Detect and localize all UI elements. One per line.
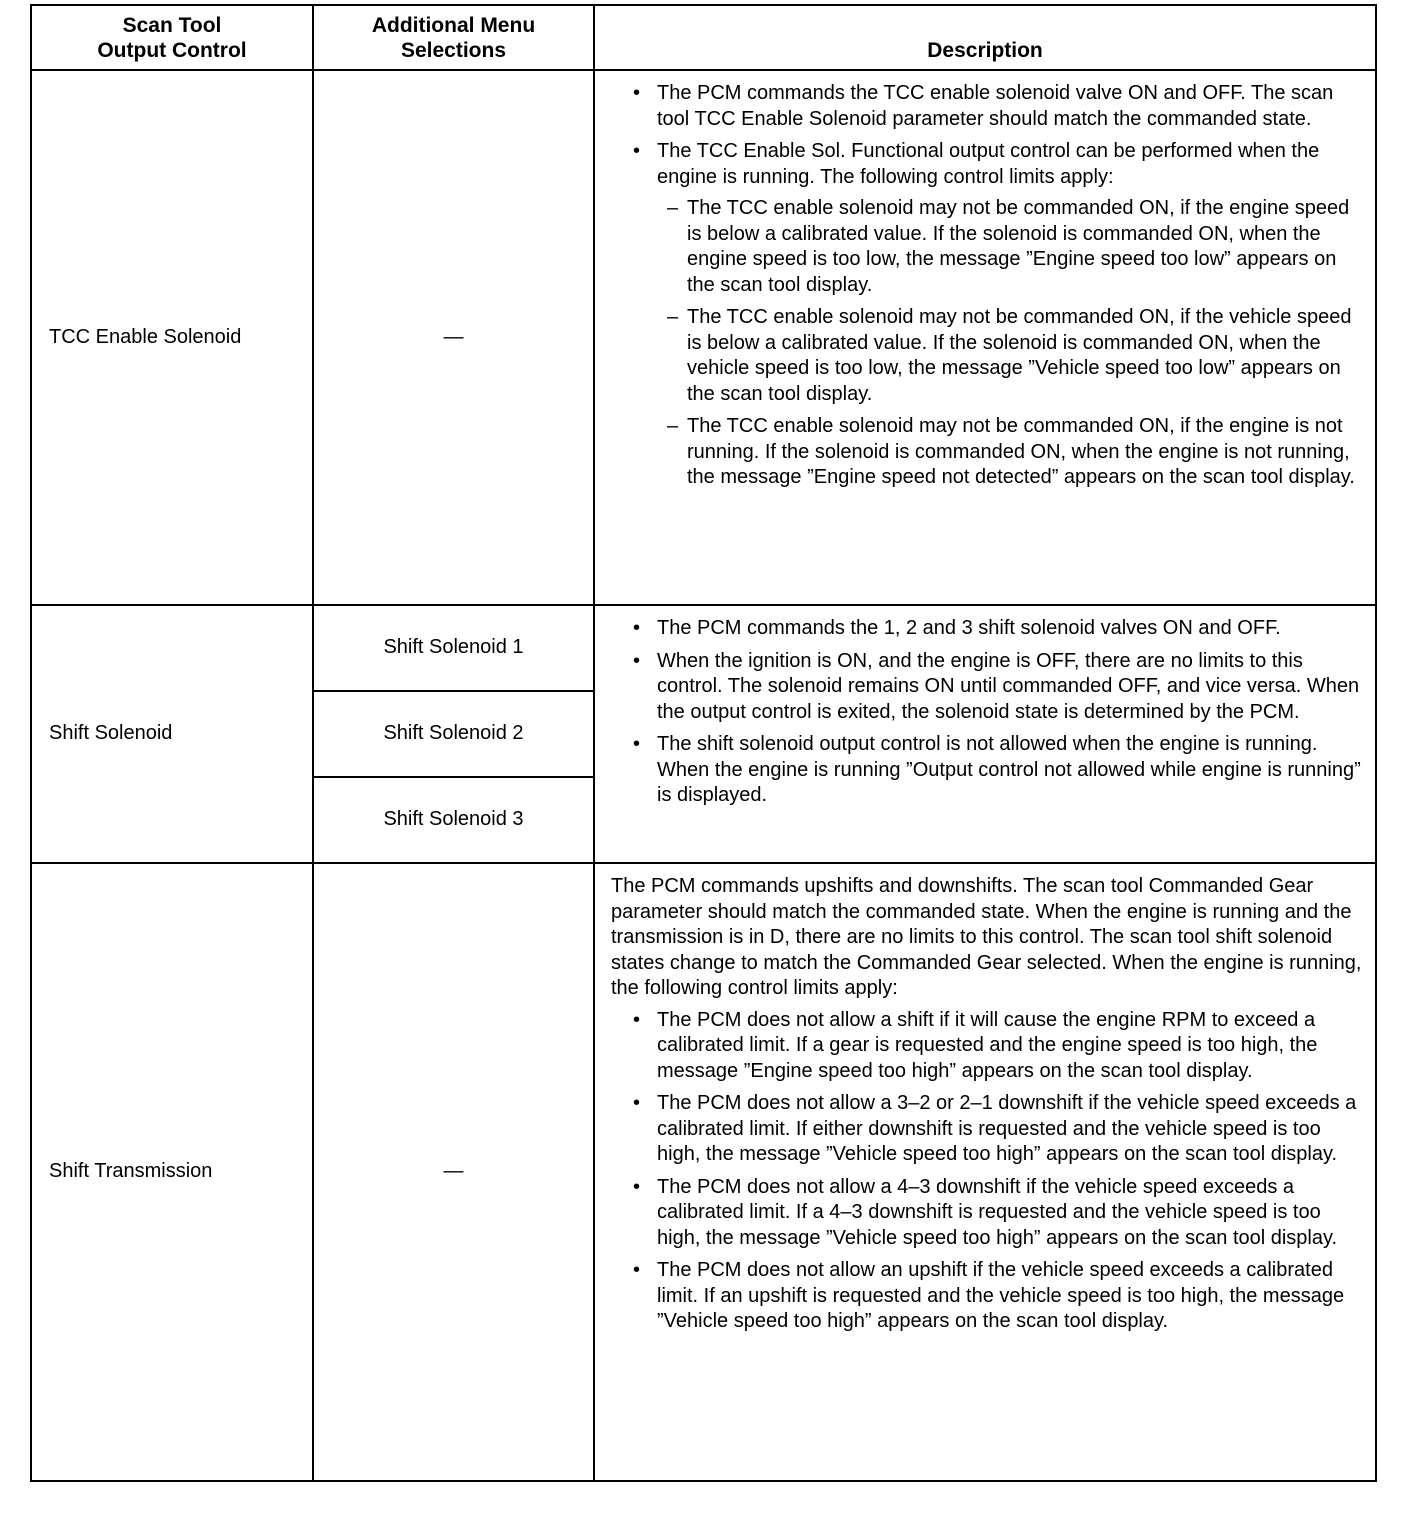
header-scan-tool-output-control: Scan Tool Output Control xyxy=(31,5,313,70)
description-cell xyxy=(594,863,1376,1481)
control-cell: Shift Transmission xyxy=(31,863,313,1481)
list-item: • The PCM does not allow a 3–2 or 2–1 downshift if the vehicle speed exceeds a calibrated limit. If either downshift is requested and the vehicle speed is too high, the message ”Vehicle speed too high” appears on the scan tool display. xyxy=(611,1091,1363,1168)
menu-cell: Shift Solenoid 2 xyxy=(313,691,594,777)
menu-cell: — xyxy=(313,863,594,1481)
table-row-shift-transmission xyxy=(31,863,1376,1481)
list-item: • When the ignition is ON, and the engine is OFF, there are no limits to this control. The solenoid remains ON until commanded OFF, and vice versa. When the output control is exited, the solenoid state is determined by the PCM. xyxy=(611,649,1363,726)
header-additional-menu-selections: Additional Menu Selections xyxy=(313,5,594,70)
header-description: Description xyxy=(594,5,1376,70)
menu-cell: — xyxy=(313,70,594,605)
list-item: • The shift solenoid output control is not allowed when the engine is running. When the engine is running ”Output control not allowed while engine is running” is displayed. xyxy=(611,732,1363,809)
list-item: • The PCM commands the 1, 2 and 3 shift solenoid valves ON and OFF. xyxy=(611,616,1363,642)
list-item: – The TCC enable solenoid may not be commanded ON, if the engine is not running. If the solenoid is commanded ON, when the engine is not running, the message ”Engine speed not detected” appears on the scan tool display. xyxy=(611,414,1363,491)
bullet-list xyxy=(611,616,1363,809)
dash-list xyxy=(611,196,1363,491)
header-row xyxy=(31,5,1376,70)
menu-cell: Shift Solenoid 3 xyxy=(313,777,594,863)
list-item: • The PCM does not allow a 4–3 downshift if the vehicle speed exceeds a calibrated limit. If a 4–3 downshift is requested and the vehicle speed is too high, the message ”Vehicle speed too high” appears on the scan tool display. xyxy=(611,1175,1363,1252)
description-intro: The PCM commands upshifts and downshifts. The scan tool Commanded Gear parameter should match the commanded state. When the engine is running and the transmission is in D, there are no limits to this control. The scan tool shift solenoid states change to match the Commanded Gear selected. When the engine is running, the following control limits apply: xyxy=(611,875,1362,999)
description-cell xyxy=(594,70,1376,605)
bullet-list xyxy=(611,81,1363,491)
scan-tool-output-control-table xyxy=(30,4,1377,1482)
list-item: – The TCC enable solenoid may not be commanded ON, if the vehicle speed is below a calibrated value. If the solenoid is commanded ON, when the vehicle speed is too low, the message ”Vehicle speed too low” appears on the scan tool display. xyxy=(611,305,1363,407)
bullet-list xyxy=(611,1008,1363,1335)
list-item: – The TCC enable solenoid may not be commanded ON, if the engine speed is below a calibrated value. If the solenoid is commanded ON, when the engine speed is too low, the message ”Engine speed too low” appears on the scan tool display. xyxy=(611,196,1363,298)
table-row-tcc-enable-solenoid xyxy=(31,70,1376,605)
list-item: • The PCM does not allow a shift if it will cause the engine RPM to exceed a calibrated limit. If a gear is requested and the engine speed is too high, the message ”Engine speed too high” appears on the scan tool display. xyxy=(611,1008,1363,1085)
menu-cell: Shift Solenoid 1 xyxy=(313,605,594,691)
list-item: • The TCC Enable Sol. Functional output control can be performed when the engine is running. The following control limits apply: – The TCC enable solenoid may not be commanded ON, if the engine speed is below a calibrated value. If the solenoid is commanded ON, when the engine speed is too low, the message ”Engine speed too low” appears on the scan tool display. – The TCC enable solenoid may not be commanded ON, if the vehicle speed is below a calibrated value. If the solenoid is commanded ON, when the vehicle speed is too low, the message ”Vehicle speed too low” appears on the scan tool display. – The TCC enable solenoid may not be commanded ON, if the engine is not running. If the solenoid is commanded ON, when the engine is not running, the message ”Engine speed not detected” appears on the scan tool display. xyxy=(611,139,1363,491)
list-item: • The PCM does not allow an upshift if the vehicle speed exceeds a calibrated limit. If an upshift is requested and the vehicle speed is too high, the message ”Vehicle speed too high” appears on the scan tool display. xyxy=(611,1258,1363,1335)
control-cell: Shift Solenoid xyxy=(31,605,313,863)
list-item: • The PCM commands the TCC enable solenoid valve ON and OFF. The scan tool TCC Enable Solenoid parameter should match the commanded state. xyxy=(611,81,1363,132)
control-cell: TCC Enable Solenoid xyxy=(31,70,313,605)
table-row-shift-solenoid xyxy=(31,605,1376,691)
description-cell xyxy=(594,605,1376,863)
